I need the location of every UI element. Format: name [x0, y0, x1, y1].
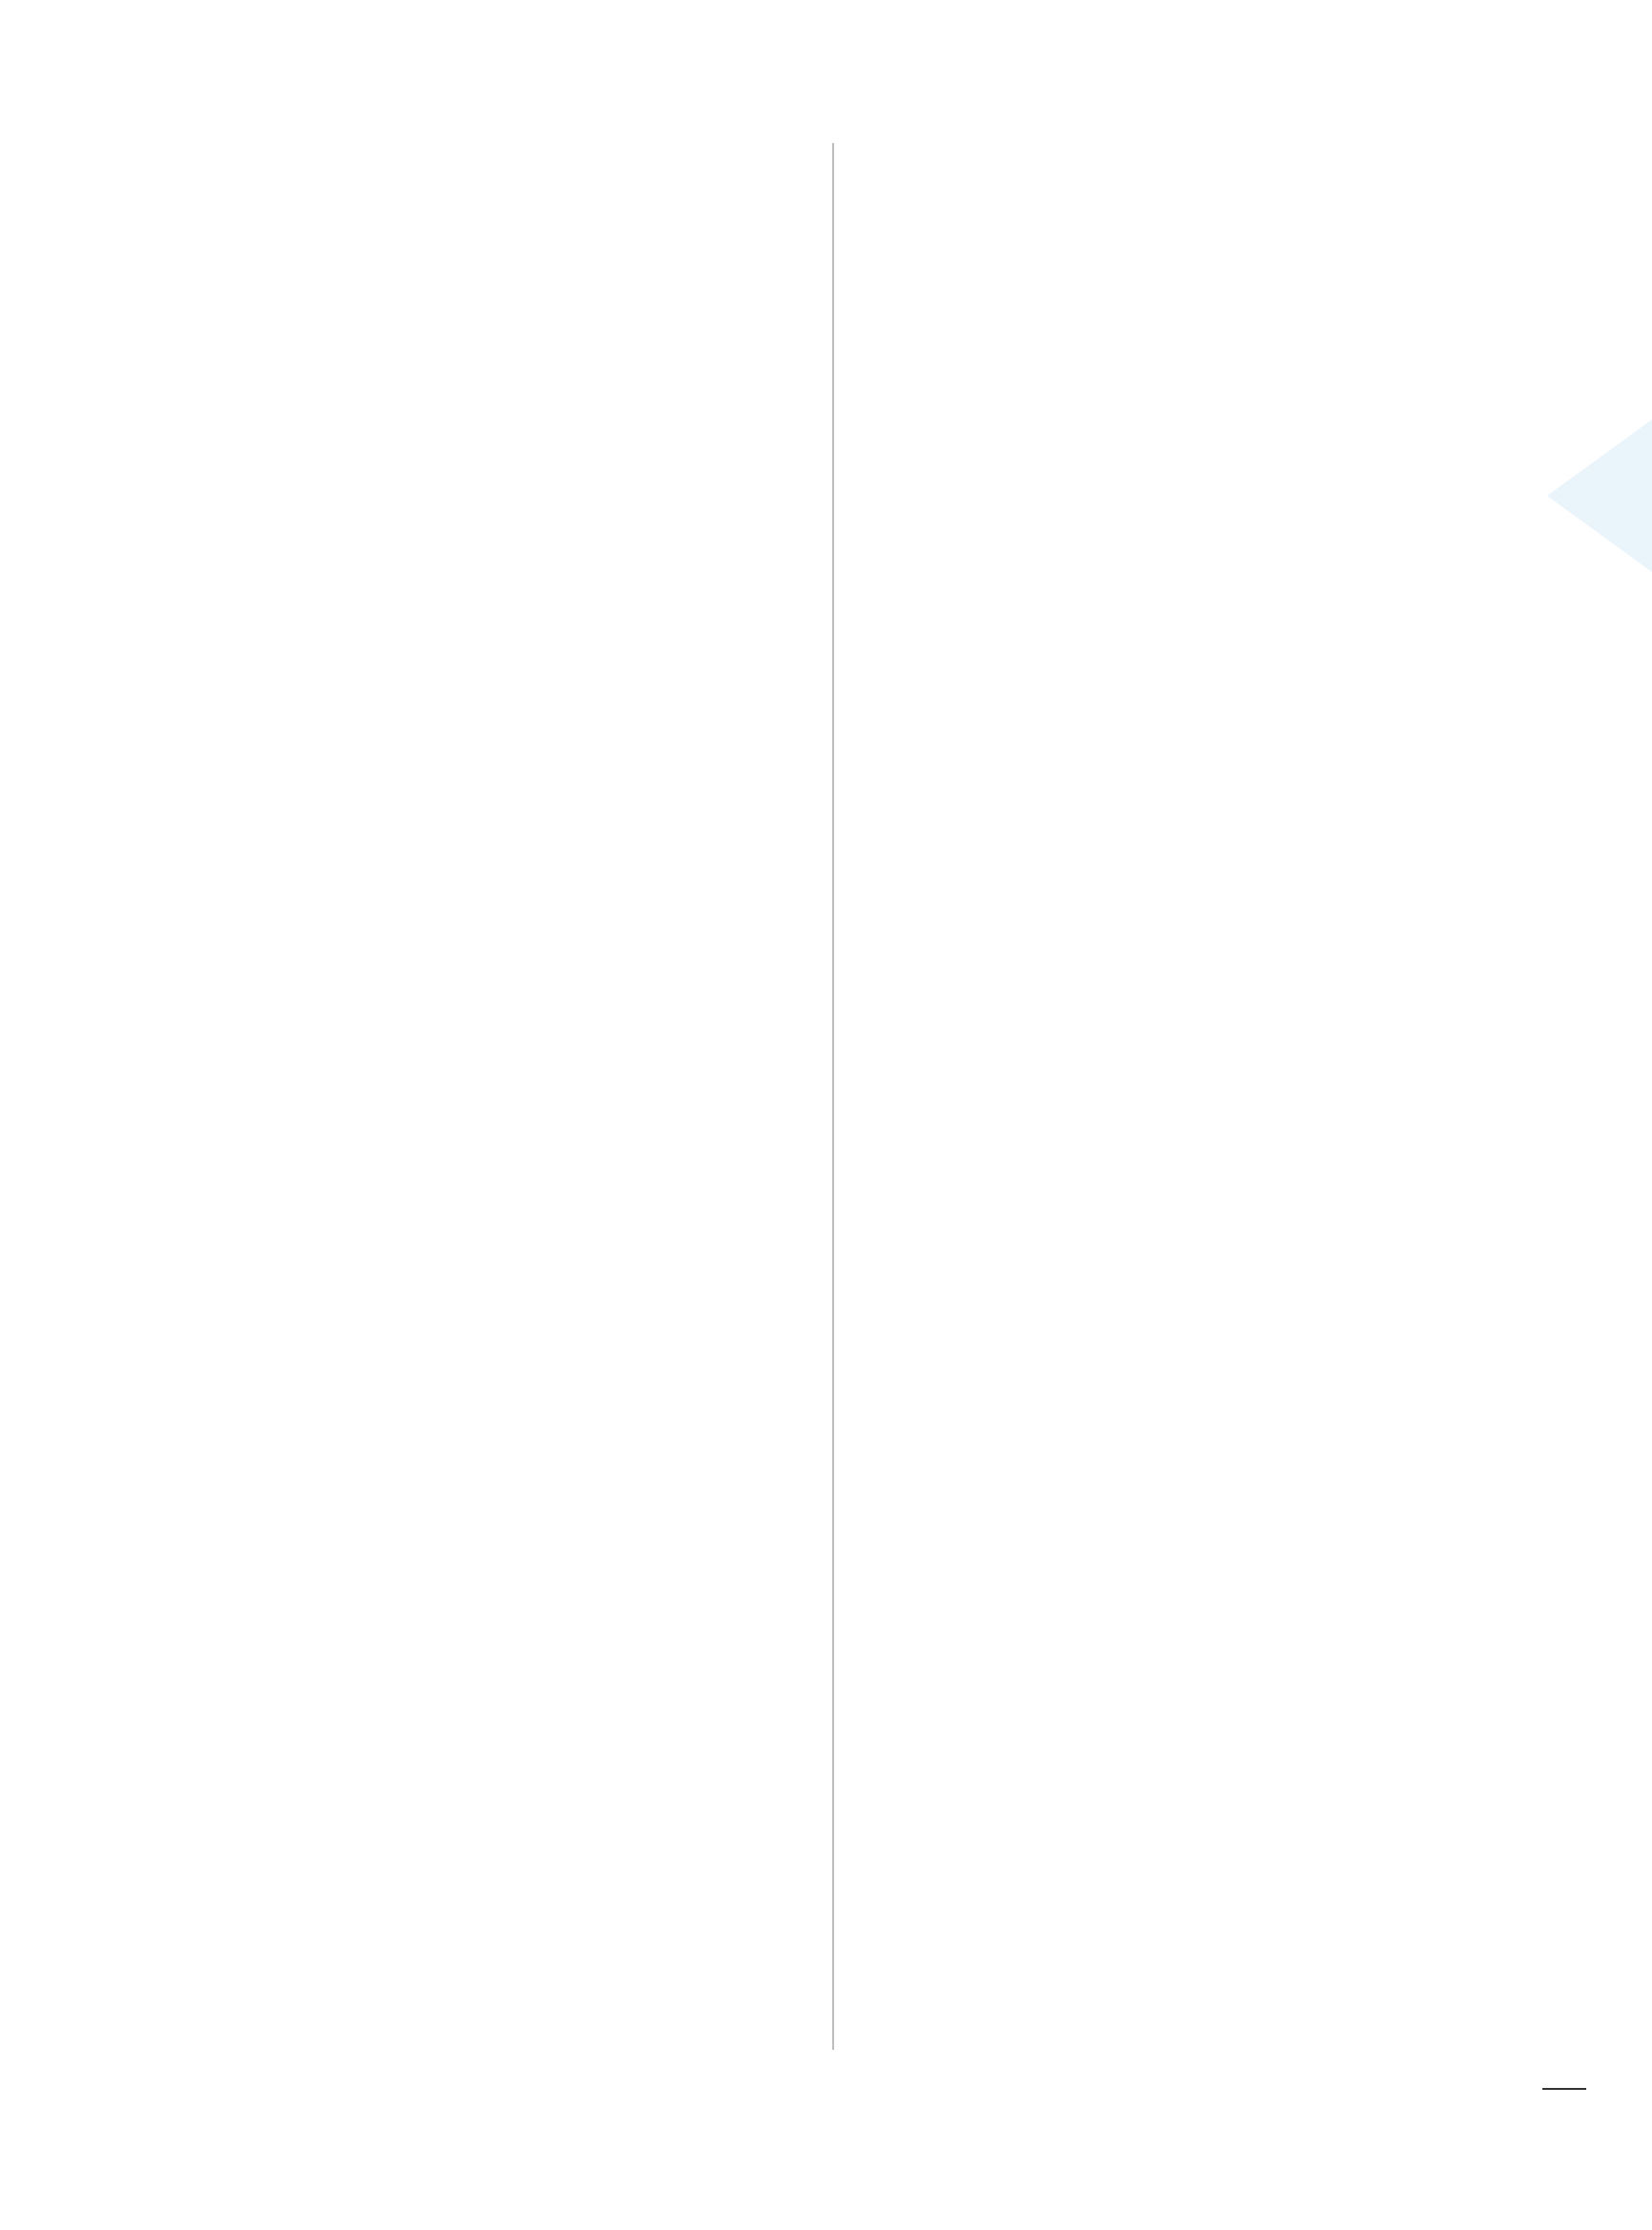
footer-chapter [1544, 2012, 1573, 2078]
footer-rule [1542, 2088, 1586, 2090]
chapter-tab [1547, 419, 1652, 572]
column-divider [832, 143, 834, 2050]
